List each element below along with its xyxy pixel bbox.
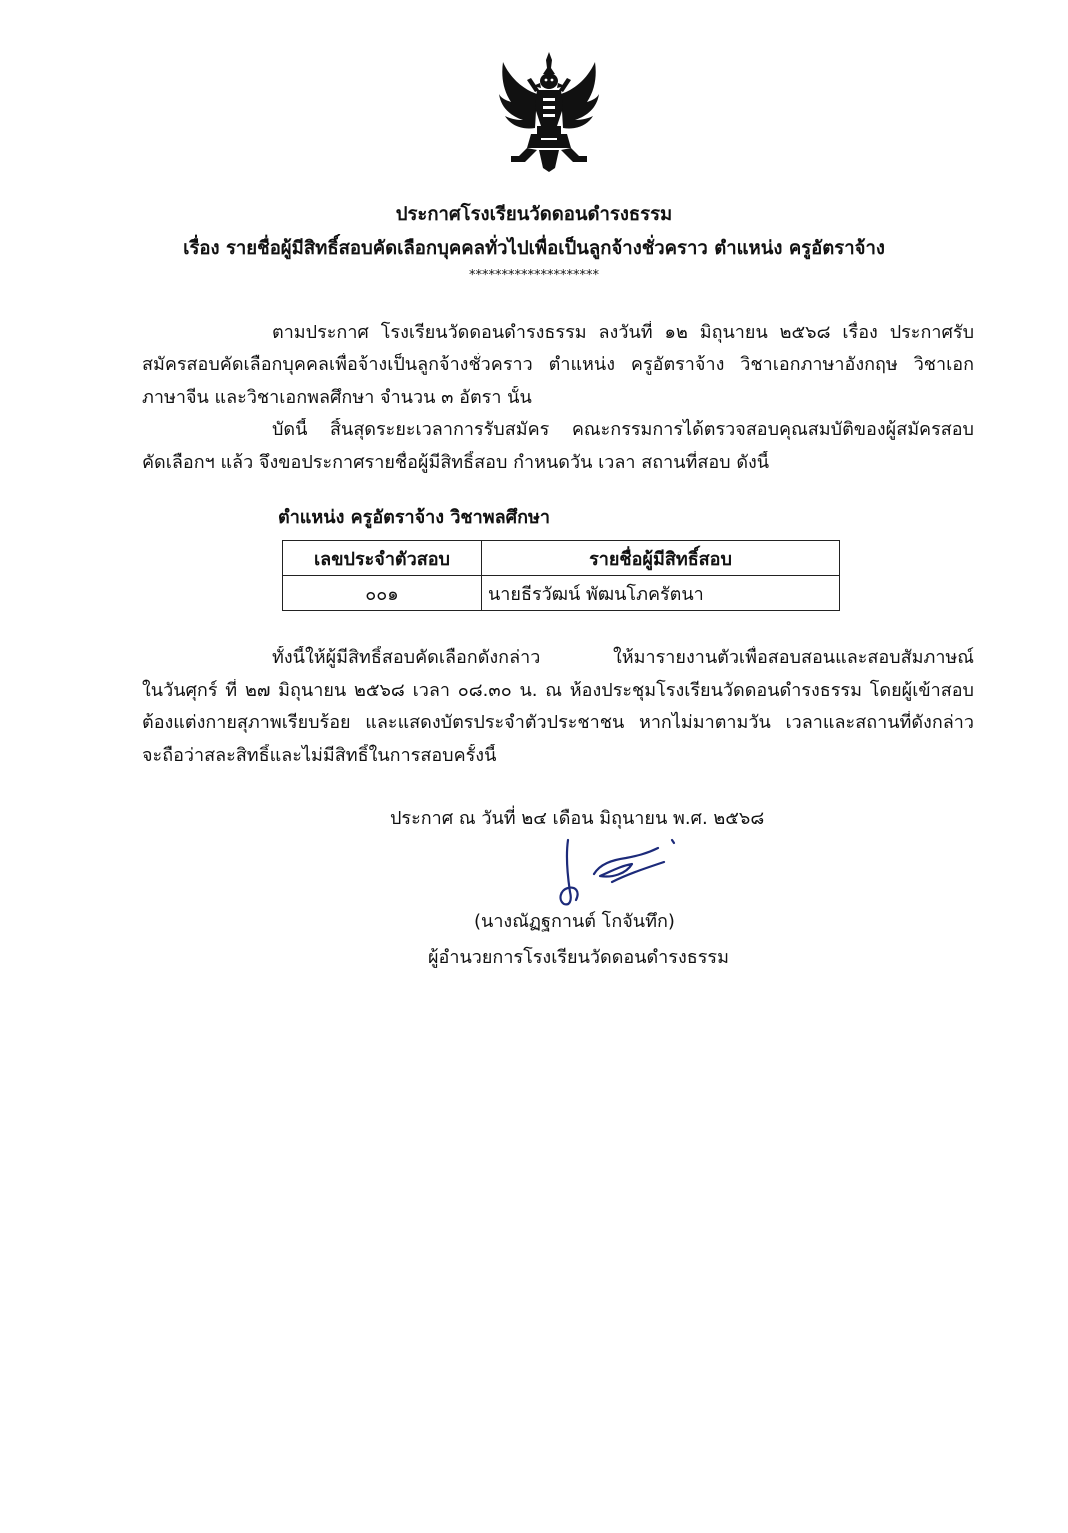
table-header-row [283,541,840,576]
paragraph-1-line-2: สมัครสอบคัดเลือกบุคคลเพื่อจ้างเป็นลูกจ้างชั่วคราว ตำแหน่ง ครูอัตราจ้าง วิชาเอกภาษาอังกฤษ วิชาเอก [142,354,974,375]
candidate-name-cell: นายธีรวัฒน์ พัฒนโภครัตนา [482,576,840,611]
paragraph-3-line-1: ทั้งนี้ให้ผู้มีสิทธิ์สอบคัดเลือกดังกล่าว ให้มารายงานตัวเพื่อสอบสอนและสอบสัมภาษณ์ [272,647,974,668]
paragraph-1-line-3: ภาษาจีน และวิชาเอกพลศึกษา จำนวน ๓ อัตรา นั้น [142,387,532,408]
garuda-emblem [497,50,601,174]
position-title: ตำแหน่ง ครูอัตราจ้าง วิชาพลศึกษา [278,507,550,528]
separator-line: ******************** [469,268,599,283]
paragraph-3-line-3: ต้องแต่งกายสุภาพเรียบร้อย และแสดงบัตรประจำตัวประชาชน หากไม่มาตามวัน เวลาและสถานที่ดังกล่าว [142,712,974,733]
exam-id-cell: ๐๐๑ [283,576,482,611]
paragraph-2-line-2: คัดเลือกฯ แล้ว จึงขอประกาศรายชื่อผู้มีสิทธิ์สอบ กำหนดวัน เวลา สถานที่สอบ ดังนี้ [142,452,770,473]
announcement-subject: เรื่อง รายชื่อผู้มีสิทธิ์สอบคัดเลือกบุคคลทั่วไปเพื่อเป็นลูกจ้างชั่วคราว ตำแหน่ง ครูอัตราจ้าง [183,238,885,259]
announcement-date: ประกาศ ณ วันที่ ๒๔ เดือน มิถุนายน พ.ศ. ๒๕๖๘ [390,808,765,829]
header-exam-id: เลขประจำตัวสอบ [283,541,482,576]
signer-position: ผู้อำนวยการโรงเรียนวัดดอนดำรงธรรม [428,947,729,968]
paragraph-3-line-4: จะถือว่าสละสิทธิ์และไม่มีสิทธิ์ในการสอบครั้งนี้ [142,745,497,766]
table-row [283,576,840,611]
header-candidate-name: รายชื่อผู้มีสิทธิ์สอบ [482,541,840,576]
paragraph-3-line-2: ในวันศุกร์ ที่ ๒๗ มิถุนายน ๒๕๖๘ เวลา ๐๘.๓๐ น. ณ ห้องประชุมโรงเรียนวัดดอนดำรงธรรม โดยผู้เข้าสอบ [142,680,974,701]
candidate-table [282,540,840,611]
signature-mark [540,834,690,914]
announcement-title: ประกาศโรงเรียนวัดดอนดำรงธรรม [395,204,673,225]
signer-name: (นางณัฏฐกานต์ โกจันทึก) [474,911,675,932]
paragraph-2-line-1: บัดนี้ สิ้นสุดระยะเวลาการรับสมัคร คณะกรรมการได้ตรวจสอบคุณสมบัติของผู้สมัครสอบ [272,419,974,440]
paragraph-1-line-1: ตามประกาศ โรงเรียนวัดดอนดำรงธรรม ลงวันที่ ๑๒ มิถุนายน ๒๕๖๘ เรื่อง ประกาศรับ [272,322,974,343]
